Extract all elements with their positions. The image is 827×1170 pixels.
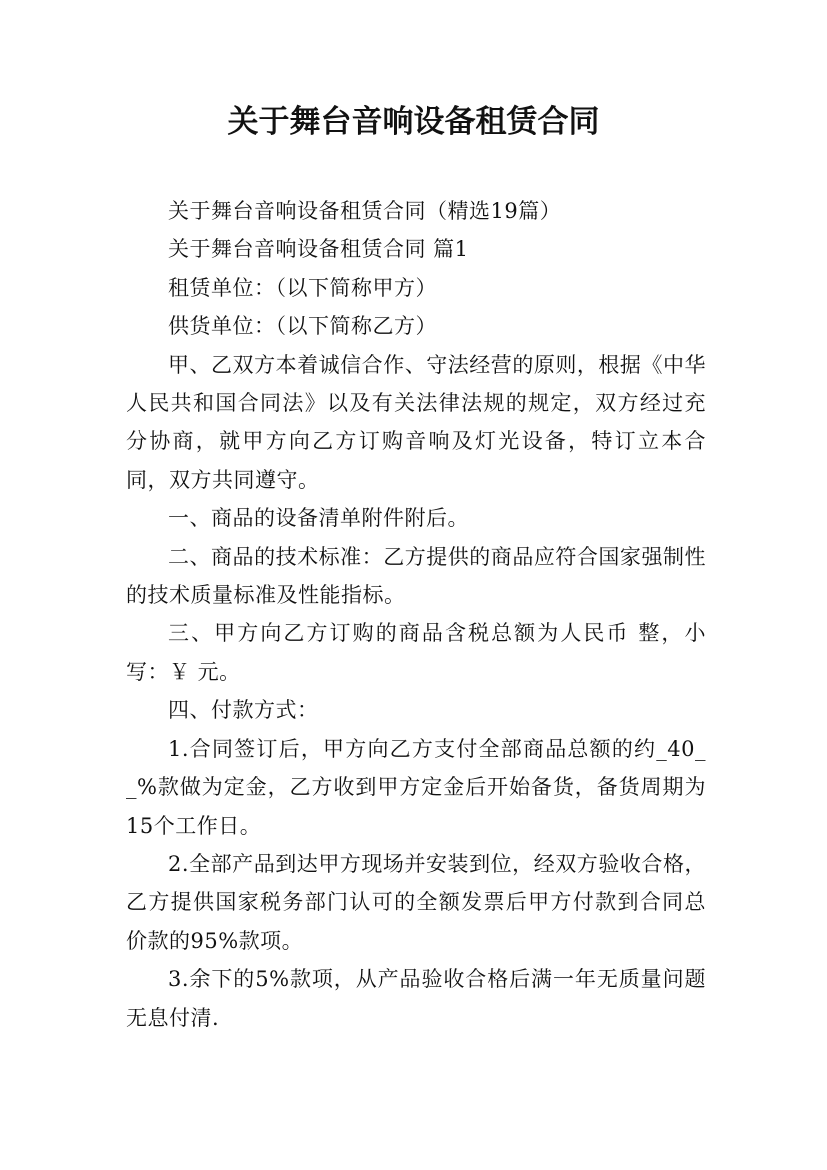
supplier-line: 供货单位：（以下简称乙方）	[168, 314, 437, 339]
clause-1: 一、商品的设备清单附件附后。	[168, 506, 469, 531]
clause-2: 二、商品的技术标准：乙方提供的商品应符合国家强制性的技术质量标准及性能指标。	[126, 544, 706, 608]
document-body	[126, 192, 706, 1037]
document-title: 关于舞台音响设备租赁合同	[227, 104, 600, 140]
clause-3: 三、甲方向乙方订购的商品含税总额为人民币 整，小写：￥ 元。	[126, 621, 706, 684]
payment-term-3: 3.余下的5%款项，从产品验收合格后满一年无质量问题无息付清.	[126, 967, 706, 1030]
subtitle-line: 关于舞台音响设备租赁合同（精选19篇）	[168, 199, 562, 223]
clause-4-heading: 四、付款方式：	[168, 698, 319, 723]
payment-term-2: 2.全部产品到达甲方现场并安装到位，经双方验收合格，乙方提供国家税务部门认可的全额发票后甲方付款到合同总价款的95%款项。	[126, 851, 706, 953]
preamble-paragraph: 甲、乙双方本着诚信合作、守法经营的原则，根据《中华人民共和国合同法》以及有关法律法规的规定，双方经过充分协商，就甲方向乙方订购音响及灯光设备，特订立本合同，双方共同遵守。	[126, 352, 706, 492]
section-heading: 关于舞台音响设备租赁合同 篇1	[168, 237, 469, 262]
payment-term-1: 1.合同签订后，甲方向乙方支付全部商品总额的约_40__%款做为定金，乙方收到甲方定金后开始备货，备货周期为15个工作日。	[126, 736, 706, 838]
lessee-line: 租赁单位：（以下简称甲方）	[168, 275, 437, 300]
